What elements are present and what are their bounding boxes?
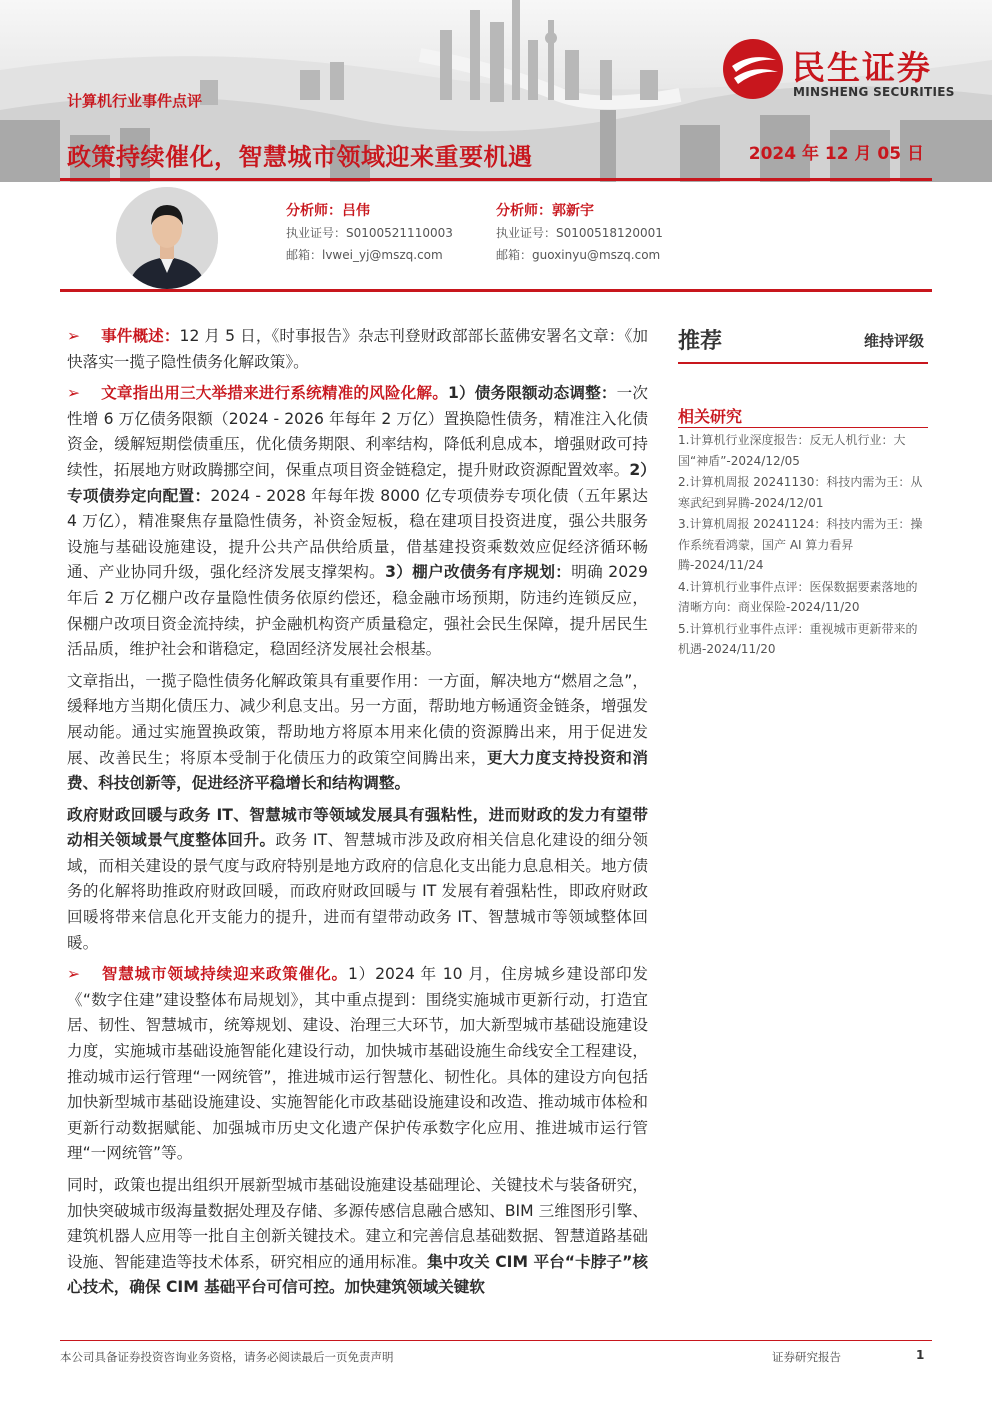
analyst-2-email[interactable]: 邮箱：guoxinyu@mszq.com [496,248,661,262]
minsheng-emblem-icon [722,38,784,100]
related-item[interactable]: 3.计算机周报 20241124：科技内需为王：操作系统看鸿蒙，国产 AI 算力看昇腾-2024/11/24 [678,517,923,572]
minsheng-logo [722,38,972,108]
footer-report-type: 证券研究报告 [772,1350,841,1364]
rating-sub: 维持评级 [863,332,924,350]
related-list [678,430,926,661]
logo-cn-text: 民生证券 [792,48,932,87]
analyst-1-cert: 执业证号：S0100521110003 [286,226,453,240]
header-divider [60,178,932,181]
related-title: 相关研究 [678,407,743,426]
smart-city-text: 1）2024 年 10 月，住房城乡建设部印发《“数字住建”建设整体布局规划》，其中重点提到：围绕实施城市更新行动，打造宜居、韧性、智慧城市，统筹规划、建设、治理三大环节，加大新型城市基础设施建设力度，实施城市基础设施智能化建设行动，加快城市基础设施生命线安全工程建设，推动城市运行管理“一网统管”，推进城市运行智慧化、韧性化。具体的建设方向包括加快新型城市基础设施建设、实施智能化市政基础设施建设和改造、推动城市体检和更新行动数据赋能、加强城市历史文化遗产保护传承数字化应用、推进城市运行管理“一网统管”等。 [67,965,648,1163]
report-body [67,324,648,1307]
measure-3-text: 明确 2029 年后 2 万亿棚户改存量隐性债务依原约偿还，稳金融市场预期，防违约连锁反应，保棚户改项目资金流持续，护金融机构资产质量稳定，强社会民生保障，提升居民生活品质，维护社会和谐稳定，稳固经济发展社会根基。 [67,563,648,659]
event-text: 12 月 5 日，《时事报告》杂志刊登财政部部长蓝佛安署名文章：《加快落实一揽子隐性债务化解政策》。 [67,327,648,371]
related-item[interactable]: 2.计算机周报 20241130：科技内需为王：从寒武纪到昇腾-2024/12/01 [678,475,923,510]
fiscal-text: 政务 IT、智慧城市涉及政府相关信息化建设的细分领域，而相关建设的景气度与政府特别是地方政府的信息化支出能力息息相关。地方债务的化解将助推政府财政回暖，而政府财政回暖与 IT 发展有着强粘性，即政府财政回暖将带来信息化开支能力的提升，进而有望带动政务 IT、智慧城市等领域整体回暖。 [67,831,648,952]
measure-2-label: 2）专项债券定向配置： [67,460,648,505]
analyst-1 [286,200,453,266]
bullet-arrow-icon: ➢ [67,384,81,403]
analyst-divider [60,289,932,292]
policy-bold: 集中攻关 CIM 平台“卡脖子”核心技术，确保 CIM 基础平台可信可控。加快建筑领域关键软 [67,1252,648,1297]
bullet-arrow-icon: ➢ [67,965,81,984]
paragraph-measures [67,381,648,663]
related-item[interactable]: 5.计算机行业事件点评：重视城市更新带来的机遇-2024/11/20 [678,621,918,656]
smart-city-label: 智慧城市领域持续迎来政策催化。 [101,965,348,984]
paragraph-fiscal [67,803,648,957]
event-label: 事件概述： [101,327,180,345]
measure-1-label: 1）债务限额动态调整： [447,384,617,403]
measure-1-text: 一次性增 6 万亿债务限额（2024 - 2026 年每年 2 万亿）置换隐性债务，精准注入化债资金，缓解短期偿债重压，优化债务期限、利率结构，降低利息成本，增强财政可持续性，拓展地方财政腾挪空间，保重点项目资金链稳定，提升财政资源配置效率。 [67,384,648,479]
measure-2-text: 2024 - 2028 年每年拨 8000 亿专项债券专项化债（五年累达 4 万亿），精准聚焦存量隐性债务，补资金短板，稳在建项目投资进度，强公共服务设施与基础设施建设，提升公共产品供给质量，借基建投资乘数效应促经济循环畅通、产业协同升级，强化经济发展支撑架构。 [67,486,648,582]
related-item[interactable]: 4.计算机行业事件点评：医保数据要素落地的清晰方向：商业保险-2024/11/20 [678,579,918,614]
paragraph-effects [67,669,648,797]
effects-text: 文章指出，一揽子隐性债务化解政策具有重要作用：一方面，解决地方“燃眉之急”，缓释地方当期化债压力、减少利息支出。另一方面，帮助地方畅通资金链条，增强发展动能。通过实施置换政策，帮助地方将原本用来化债的资源腾出来，用于促进发展、改善民生；将原本受制于化债压力的政策空间腾出来， [67,671,648,767]
related-item[interactable]: 1.计算机行业深度报告：反无人机行业：大国“神盾”-2024/12/05 [678,433,906,468]
page-number: 1 [916,1348,925,1362]
report-date: 2024 年 12 月 05 日 [748,144,924,164]
person-avatar-icon [116,187,218,289]
paragraph-smart-city [67,962,648,1167]
bullet-arrow-icon: ➢ [67,327,81,345]
fiscal-bold: 政府财政回暖与政务 IT、智慧城市等领域发展具有强粘性，进而财政的发力有望带动相关领域景气度整体回升。 [67,805,648,850]
measures-label: 文章指出用三大举措来进行系统精准的风险化解。 [101,384,448,403]
paragraph-policy [67,1173,648,1301]
rating-main: 推荐 [678,329,723,354]
analyst-1-email[interactable]: 邮箱：lvwei_yj@mszq.com [286,248,443,262]
report-title: 政策持续催化，智慧城市领域迎来重要机遇 [67,143,533,171]
logo-en-text: MINSHENG SECURITIES [793,85,955,99]
sidebar [678,324,928,656]
analyst-2-cert: 执业证号：S0100518120001 [496,226,663,240]
analyst-1-name: 分析师：吕伟 [286,203,370,219]
analyst-photo [116,187,218,289]
effects-bold: 更大力度支持投资和消费、科技创新等，促进经济平稳增长和结构调整。 [67,748,648,793]
measure-3-label: 3）棚户改债务有序规划： [385,563,572,582]
policy-text: 同时，政策也提出组织开展新型城市基础设施建设基础理论、关键技术与装备研究，加快突破城市级海量数据处理及存储、多源传感信息融合感知、BIM 三维图形引擎、建筑机器人应用等一批自主创新关键技术。建立和完善信息基础数据、智慧道路基础设施、智能建造等技术体系，研究相应的通用标准。 [67,1176,648,1271]
analyst-2-name: 分析师：郭新宇 [496,203,594,219]
footer-disclaimer: 本公司具备证券投资咨询业务资格，请务必阅读最后一页免责声明 [60,1350,394,1364]
footer-divider [60,1340,932,1341]
report-category: 计算机行业事件点评 [67,92,203,110]
paragraph-event [67,324,648,375]
rating-divider [678,362,928,364]
header-banner [0,0,992,182]
related-divider [678,427,928,428]
analyst-2 [496,200,663,266]
